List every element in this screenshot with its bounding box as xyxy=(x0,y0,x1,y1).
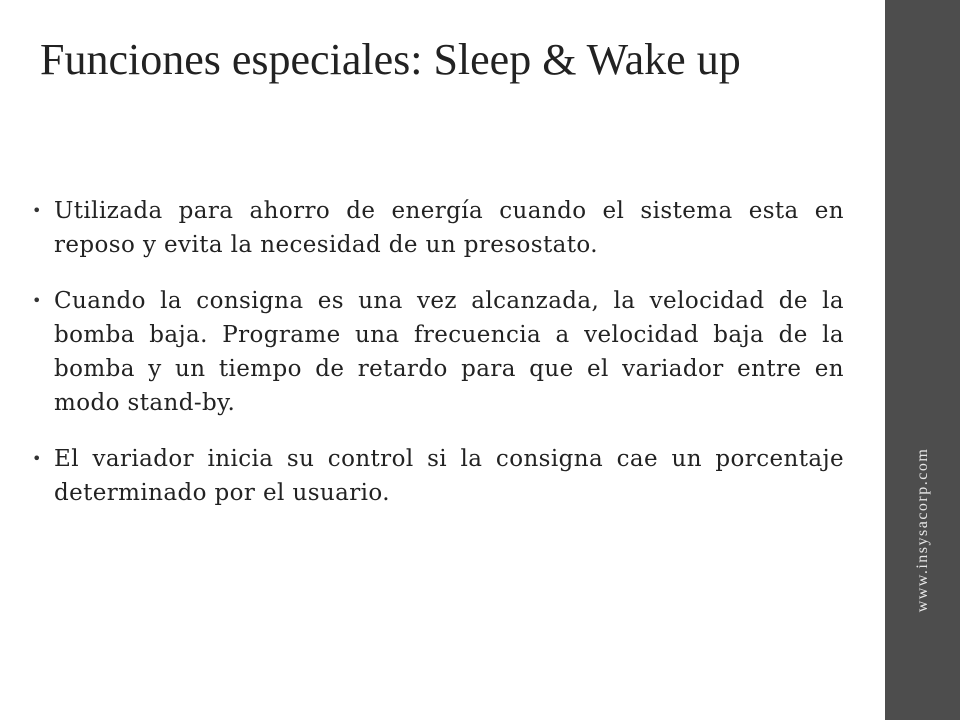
sidebar xyxy=(885,0,960,720)
bullet-icon: • xyxy=(32,449,42,468)
bullet-icon: • xyxy=(32,201,42,220)
bullet-text: Utilizada para ahorro de energía cuando el sistema esta en reposo y evita la necesidad de un presostato. xyxy=(54,198,844,258)
bullet-item xyxy=(32,194,844,262)
bullet-item xyxy=(32,284,844,420)
sidebar-url: www.insysacorp.com xyxy=(913,447,931,613)
bullet-text: Cuando la consigna es una vez alcanzada, la velocidad de la bomba baja. Programe una frecuencia a velocidad baja de la bomba y un tiempo de retardo para que el variador entre en modo stand-by. xyxy=(54,288,844,416)
slide-title: Funciones especiales: Sleep & Wake up xyxy=(40,35,741,84)
bullet-text: El variador inicia su control si la consigna cae un porcentaje determinado por el usuario. xyxy=(54,446,844,506)
bullet-icon: • xyxy=(32,291,42,310)
bullet-item xyxy=(32,442,844,510)
bullet-list xyxy=(32,194,844,532)
